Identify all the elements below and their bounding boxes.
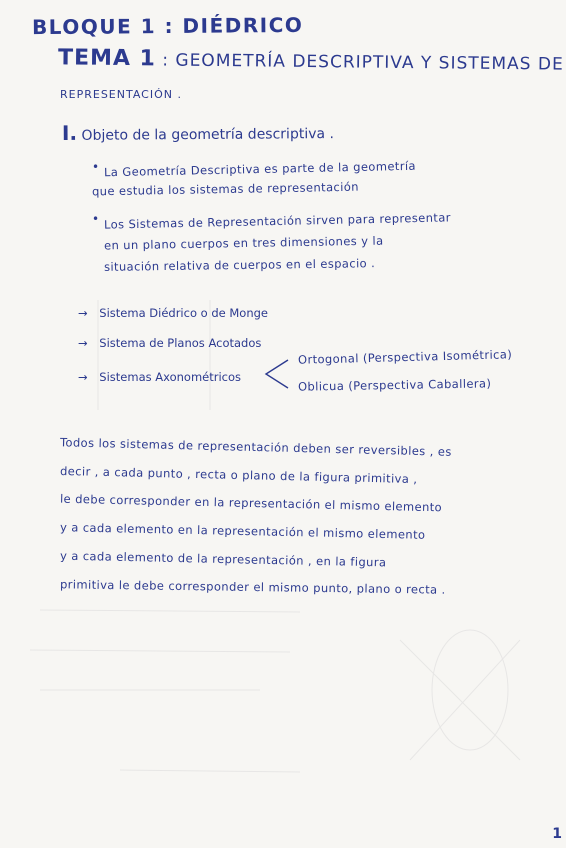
paragraph-line: decir , a cada punto , recta o plano de la figura primitiva , [59, 463, 418, 487]
paragraph-line: y a cada elemento de la representación , en la figura [59, 548, 387, 570]
arrow-right-icon: → [78, 336, 88, 350]
bullet-line: que estudia los sistemas de representación [91, 179, 360, 199]
axonometric-branch: Ortogonal (Perspectiva Isométrica) [297, 347, 513, 367]
section-number: I. [61, 120, 78, 145]
arrow-right-icon: → [78, 370, 88, 384]
system-label: Sistemas Axonométricos [99, 370, 242, 384]
section-heading [62, 119, 334, 145]
topic-label: TEMA 1 [57, 45, 157, 72]
bullet-dot-icon: • [92, 212, 100, 226]
axonometric-branch: Oblicua (Perspectiva Caballera) [297, 376, 492, 394]
bullet-line: La Geometría Descriptiva es parte de la geometría [103, 158, 417, 180]
bullet-line: Los Sistemas de Representación sirven para representar [103, 210, 451, 232]
system-label: Sistema Diédrico o de Monge [99, 306, 268, 320]
topic-text: : GEOMETRÍA DESCRIPTIVA Y SISTEMAS DE [162, 50, 564, 75]
branch-bracket-icon [262, 356, 292, 392]
page-title: BLOQUE 1 : DIÉDRICO [31, 12, 304, 40]
system-item [78, 370, 241, 384]
system-item [78, 336, 261, 350]
arrow-right-icon: → [78, 306, 88, 320]
section-title: Objeto de la geometría descriptiva . [81, 126, 335, 144]
system-label: Sistema de Planos Acotados [99, 336, 262, 350]
paragraph-line: y a cada elemento en la representación el mismo elemento [59, 520, 426, 542]
paragraph-line: le debe corresponder en la representación el mismo elemento [59, 491, 443, 515]
topic-text-continuation: REPRESENTACIÓN . [60, 88, 182, 101]
bullet-dot-icon: • [92, 160, 100, 174]
bullet-line: situación relativa de cuerpos en el espacio . [103, 256, 376, 274]
system-item [78, 306, 268, 320]
topic-heading [58, 45, 564, 75]
bullet-line: en un plano cuerpos en tres dimensiones y la [103, 233, 384, 253]
paragraph-line: primitiva le debe corresponder el mismo punto, plano o recta . [59, 577, 446, 597]
paragraph-line: Todos los sistemas de representación deben ser reversibles , es [59, 435, 452, 459]
page-number: 1 [552, 826, 562, 842]
